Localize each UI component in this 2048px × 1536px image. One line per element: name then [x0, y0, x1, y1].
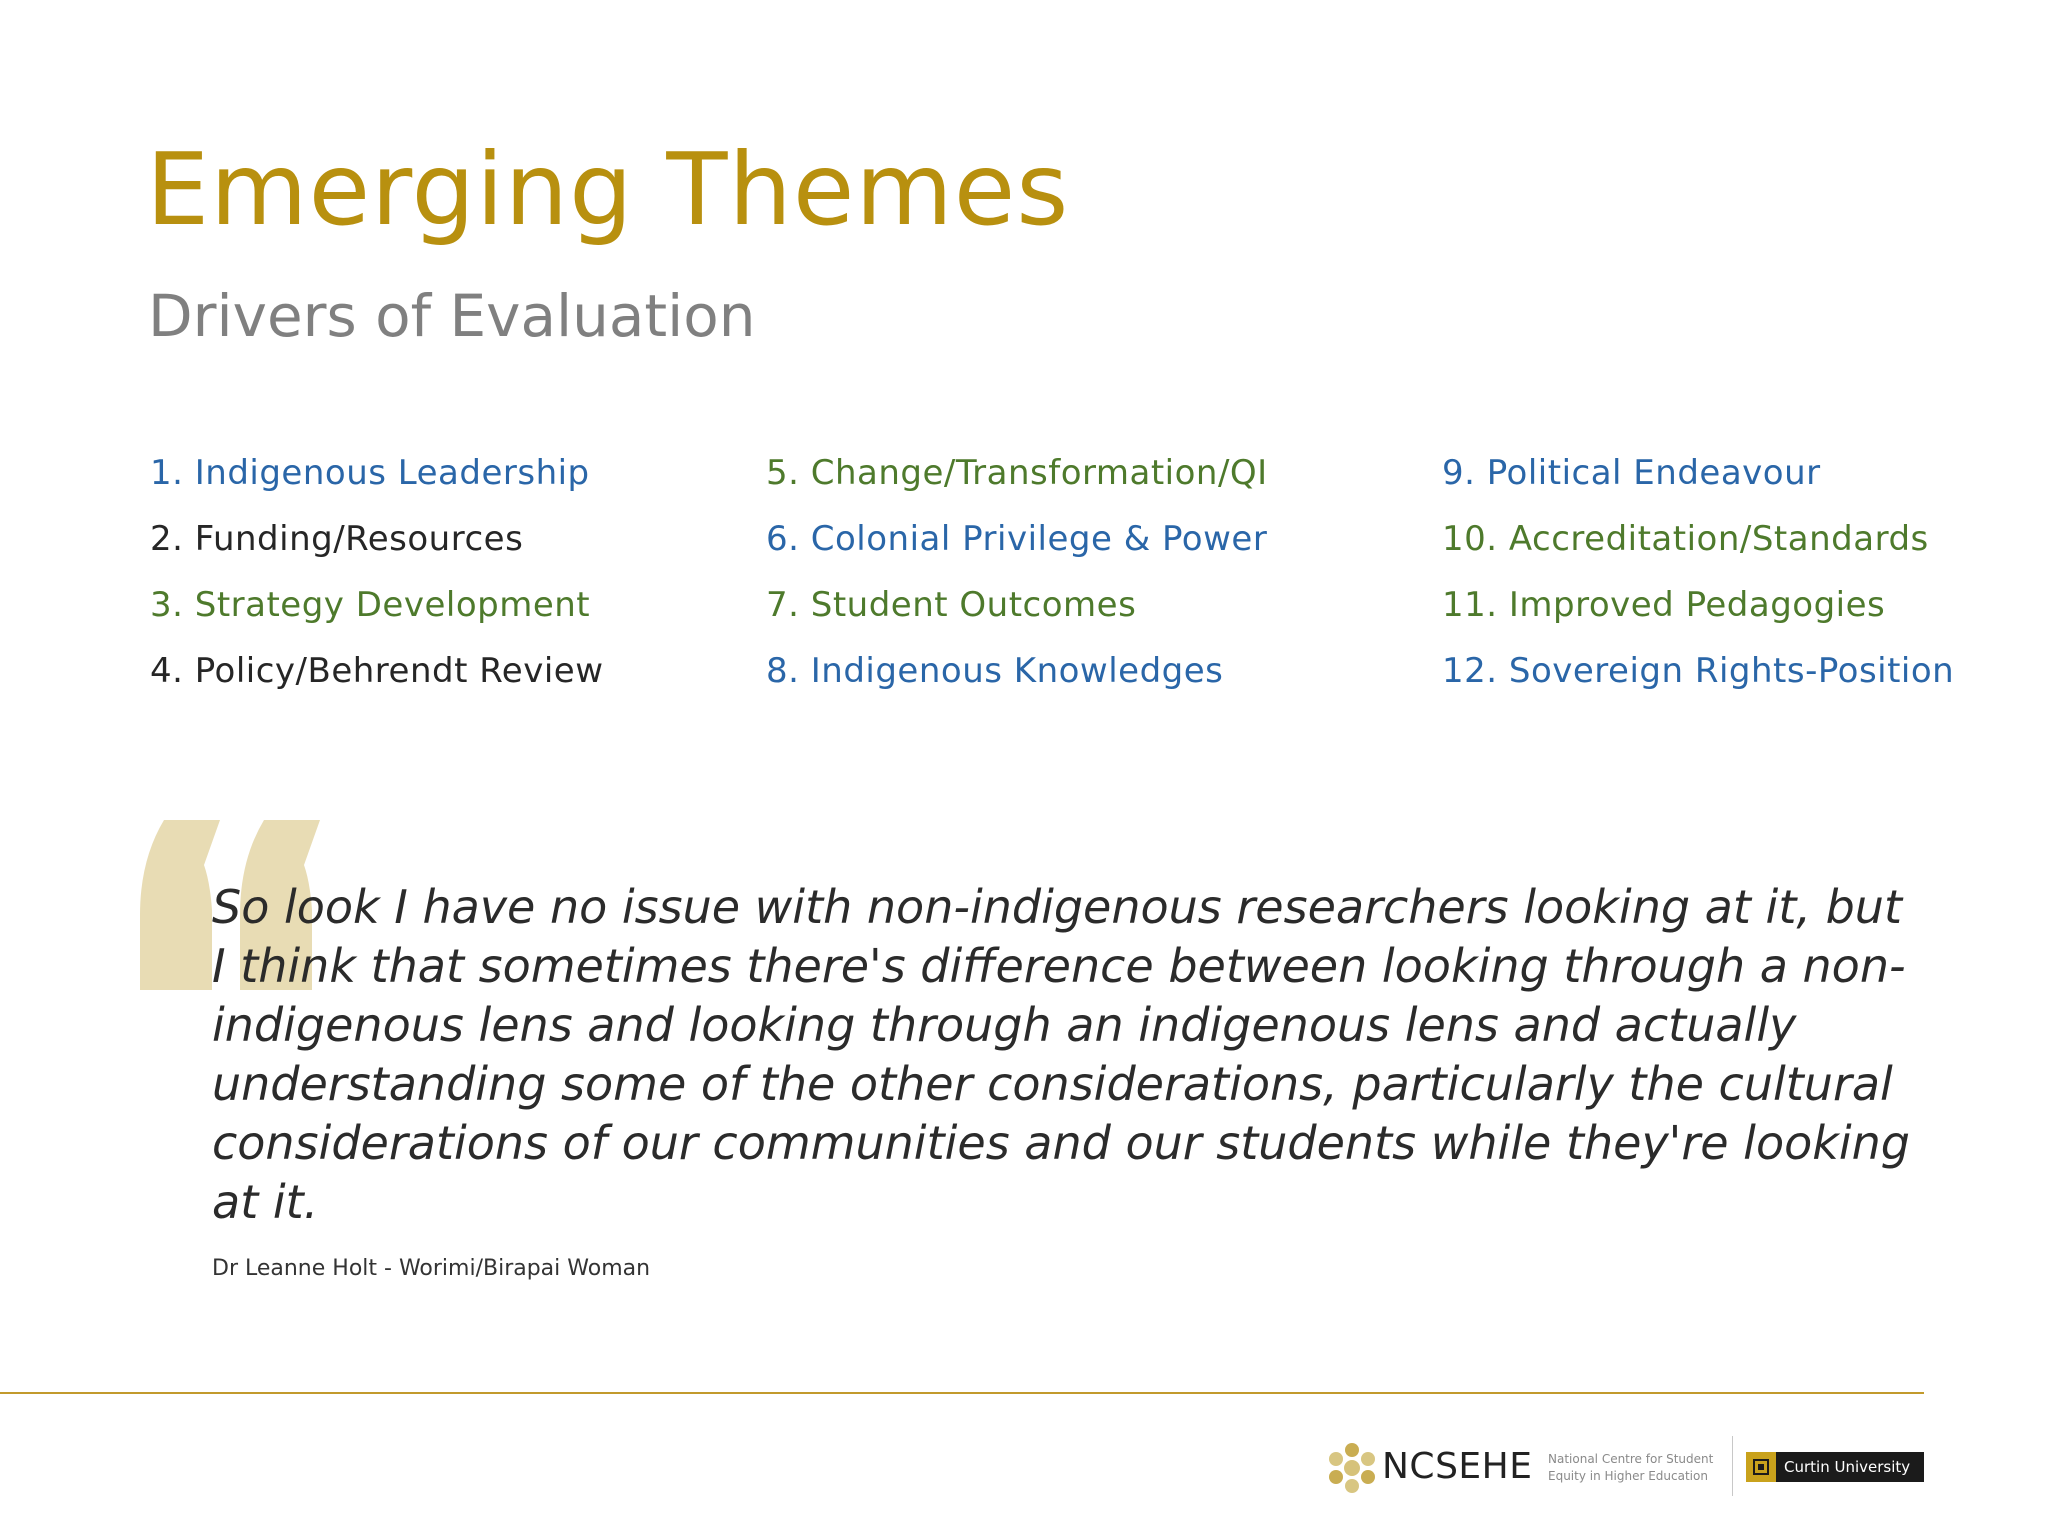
- quote-text: So look I have no issue with non-indigenous researchers looking at it, but I think that sometimes there's difference between looking through a non-indigenous lens and looking through an indigenous lens and actually understanding some of the other considerations, particularly the cultural considerations of our communities and our students while they're looking at it.: [212, 880, 1911, 1229]
- logo-divider: [1732, 1436, 1733, 1496]
- theme-item-12: 12. Sovereign Rights-Position: [1442, 651, 1955, 691]
- ncsehe-logo-text: NCSEHE: [1382, 1446, 1533, 1487]
- ncsehe-logo-icon: [1324, 1440, 1380, 1496]
- ncsehe-description: [1548, 1451, 1713, 1485]
- theme-item-1: 1. Indigenous Leadership: [150, 453, 590, 493]
- theme-item-2: 2. Funding/Resources: [150, 519, 524, 559]
- theme-item-11: 11. Improved Pedagogies: [1442, 585, 1886, 625]
- curtin-logo-text: Curtin University: [1784, 1458, 1911, 1476]
- theme-item-6: 6. Colonial Privilege & Power: [766, 519, 1268, 559]
- theme-item-10: 10. Accreditation/Standards: [1442, 519, 1929, 559]
- theme-item-9: 9. Political Endeavour: [1442, 453, 1821, 493]
- footer-divider: [0, 1392, 1924, 1394]
- slide-subtitle: Drivers of Evaluation: [148, 282, 756, 350]
- curtin-crest-icon: [1746, 1452, 1776, 1482]
- slide-title: Emerging Themes: [146, 131, 1070, 248]
- theme-item-4: 4. Policy/Behrendt Review: [150, 651, 604, 691]
- theme-item-3: 3. Strategy Development: [150, 585, 591, 625]
- quote-attribution: Dr Leanne Holt - Worimi/Birapai Woman: [212, 1256, 651, 1281]
- theme-item-5: 5. Change/Transformation/QI: [766, 453, 1268, 493]
- theme-item-8: 8. Indigenous Knowledges: [766, 651, 1224, 691]
- ncsehe-description-line-2: Equity in Higher Education: [1548, 1469, 1708, 1483]
- ncsehe-description-line-1: National Centre for Student: [1548, 1452, 1714, 1466]
- theme-item-7: 7. Student Outcomes: [766, 585, 1137, 625]
- curtin-logo: [1746, 1452, 1924, 1482]
